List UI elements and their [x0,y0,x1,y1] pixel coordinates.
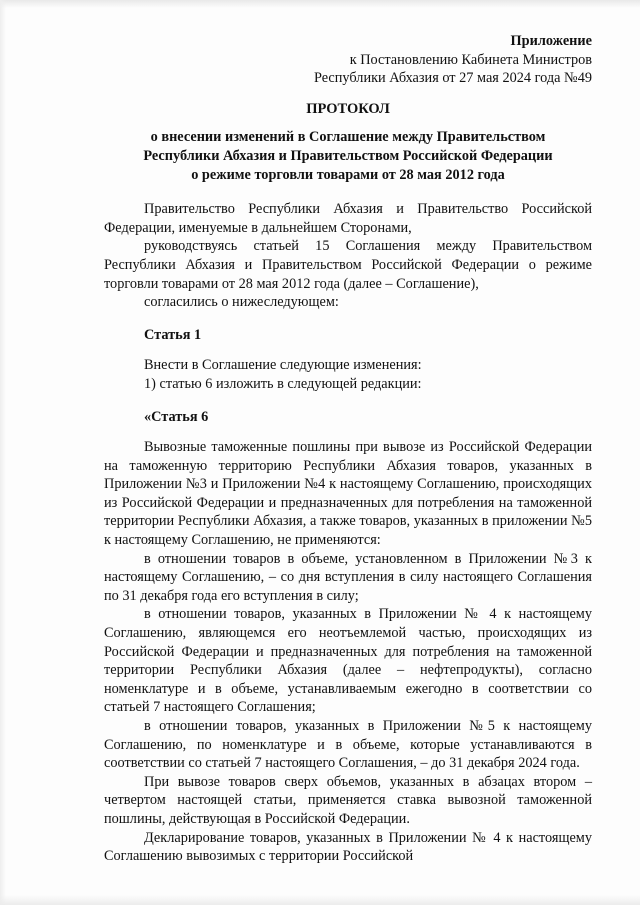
article-1-paragraph-2: 1) статью 6 изложить в следующей редакции: [144,375,422,392]
article-6-paragraph-3: в отношении товаров, указанных в Приложении № 4 к настоящему Соглашению, являющемся его неотъемлемой частью, происходящих из Российской Федерации и предназначенных для потребления на таможенной территории Республики Абхазия (далее – нефтепродукты), согласно номенклатуре и в объеме, устанавливаемым ежегодно в соответствии со статьей 7 настоящего Соглашения; [104,606,592,716]
article-6-paragraph-4: в отношении товаров, указанных в Приложении №5 к настоящему Соглашению, по номенклатуре и в объеме, которые устанавливаются в соответствии со статьей 7 настоящего Соглашения, – до 31 декабря 2024 года. [104,718,592,772]
article-6-paragraph-2: в отношении товаров в объеме, установленном в Приложении №3 к настоящему Соглашению, – со дня вступления в силу настоящего Соглашения по 31 декабря года его вступления в силу; [104,550,592,604]
article-6-heading: «Статья 6 [144,408,209,425]
appendix-reference-line2: Республики Абхазия от 27 мая 2024 года №49 [313,70,592,87]
document-subtitle [104,128,592,184]
preamble-paragraph-1: Правительство Республики Абхазия и Правительство Российской Федерации, именуемые в дальнейшем Сторонами, [104,201,592,236]
article-6-paragraph-5: При вывозе товаров сверх объемов, указанных в абзацах втором – четвертом настоящей статьи, применяется ставка вывозной таможенной пошлины, действующая в Российской Федерации. [104,773,592,827]
article-6-paragraph-6: Декларирование товаров, указанных в Приложении № 4 к настоящему Соглашению вывозимых с территории Российской [104,829,592,865]
article-1-paragraph-1: Внести в Соглашение следующие изменения: [144,357,422,374]
scan-edge-top [0,0,640,8]
appendix-label: Приложение [510,33,592,49]
document-body [104,32,592,866]
scan-edge-bottom [0,895,640,905]
preamble-paragraph-3: согласились о нижеследующем: [144,294,339,311]
article-1-heading: Статья 1 [144,326,202,343]
article-6-paragraph-1: Вывозные таможенные пошлины при вывозе из Российской Федерации на таможенную территорию Республики Абхазия товаров, указанных в Приложении №3 и Приложении №4 к настоящему Соглашению, происходящих из Российской Федерации и предназначенных для потребления на таможенной территории Республики Абхазия, а также товаров, указанных в приложении №5 к настоящему Соглашению, не применяются: [104,439,592,549]
subtitle-line2: Республики Абхазия и Правительством Российской Федерации [143,147,553,164]
scan-edge-left [0,0,6,905]
subtitle-line1: о внесении изменений в Соглашение между Правительством [150,129,546,146]
appendix-reference-line1: к Постановлению Кабинета Министров [349,51,592,68]
preamble-paragraph-2: руководствуясь статьей 15 Соглашения между Правительством Республики Абхазия и Правительством Российской Федерации о режиме торговли товарами от 28 мая 2012 года (далее – Соглашение), [104,238,592,292]
appendix-header [104,32,592,88]
subtitle-line3: о режиме торговли товарами от 28 мая 2012 года [191,166,505,183]
document-title: ПРОТОКОЛ [306,100,390,117]
